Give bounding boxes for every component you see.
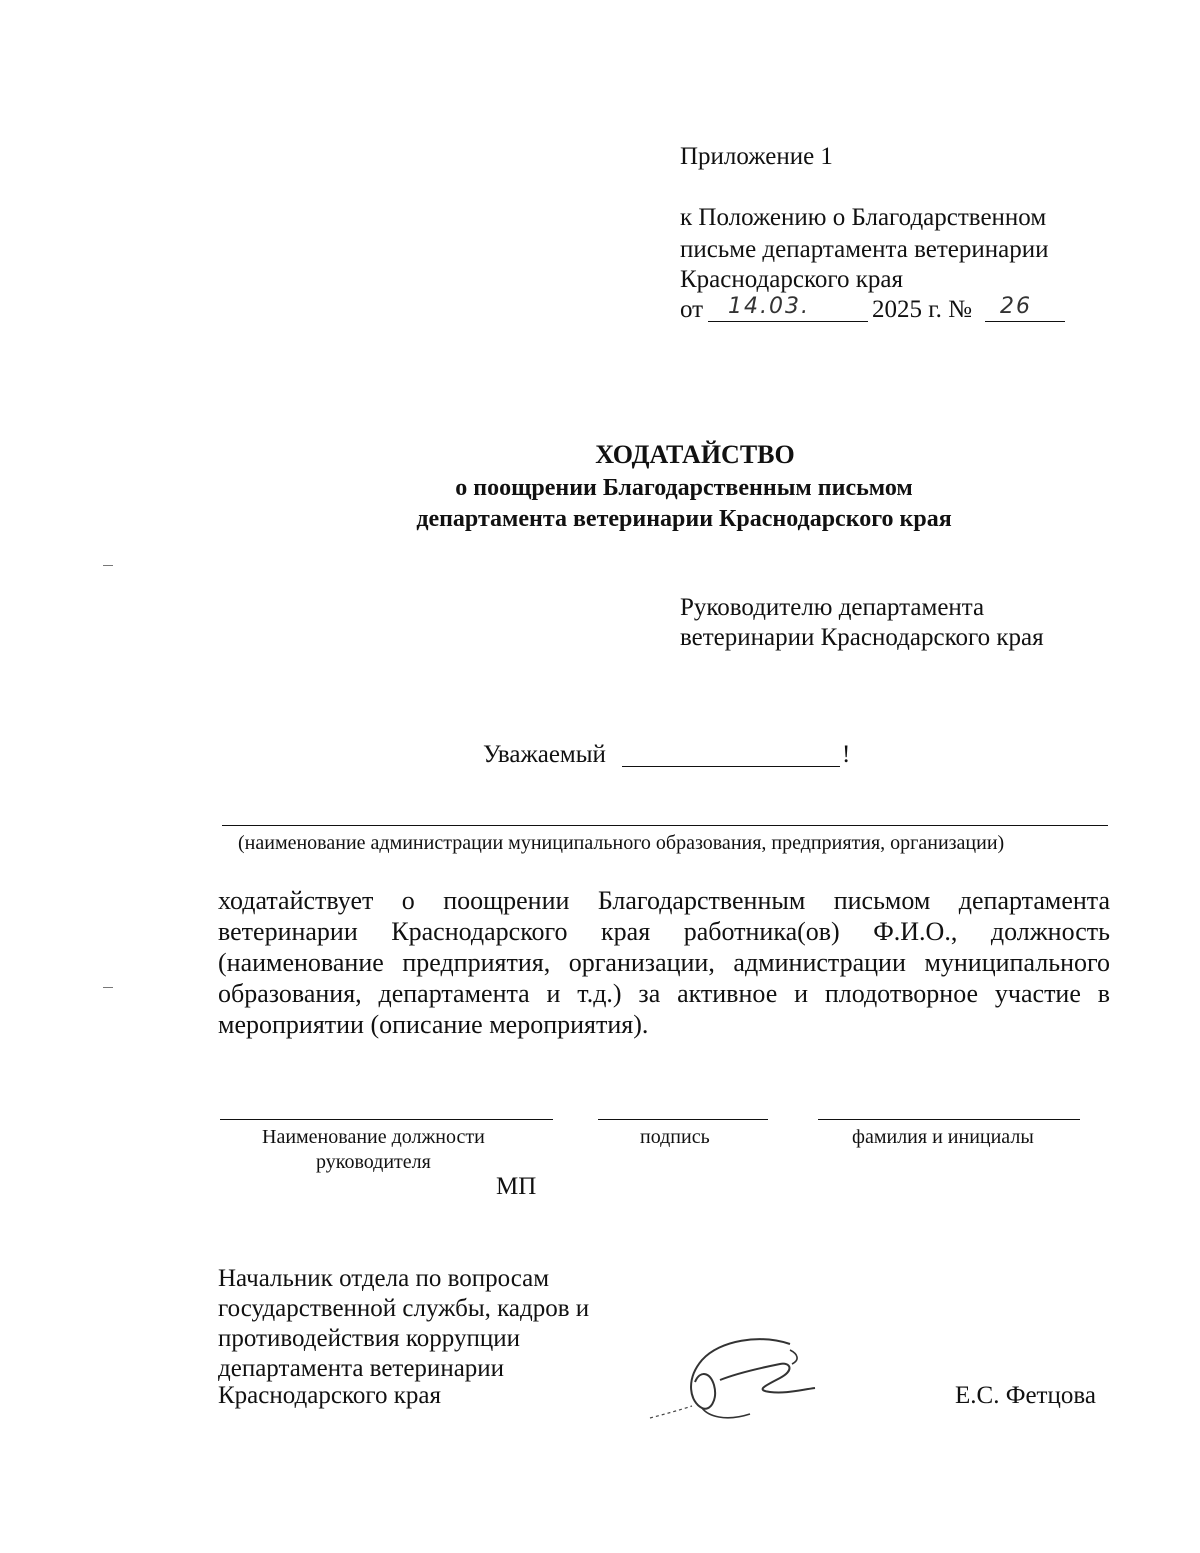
stamp-label: МП — [496, 1173, 537, 1200]
position-blank-line — [220, 1119, 553, 1120]
official-line-1: Начальник отдела по вопросам — [218, 1265, 550, 1292]
position-caption-2: руководителя — [316, 1151, 431, 1173]
document-subtitle-2: департамента ветеринарии Краснодарского края — [416, 506, 952, 532]
official-name: Е.С. Фетцова — [955, 1382, 1096, 1409]
official-line-2: государственной службы, кадров и — [218, 1295, 590, 1322]
organization-blank-line — [222, 825, 1108, 826]
number-handwritten: 26 — [1000, 294, 1032, 319]
addressee-line-2: ветеринарии Краснодарского края — [680, 624, 1044, 651]
document-title: ХОДАТАЙСТВО — [595, 440, 795, 469]
signature-blank-line — [598, 1119, 768, 1120]
appendix-line-2: письме департамента ветеринарии — [680, 236, 1049, 263]
date-underline — [708, 321, 868, 322]
handwritten-signature — [640, 1330, 840, 1430]
appendix-line-1: к Положению о Благодарственном — [680, 204, 1047, 231]
number-underline — [985, 321, 1065, 322]
name-caption: фамилия и инициалы — [852, 1126, 1034, 1148]
scan-speck — [103, 565, 113, 566]
official-line-3: противодействия коррупции — [218, 1325, 520, 1352]
signature-caption: подпись — [640, 1126, 710, 1148]
document-subtitle-1: о поощрении Благодарственным письмом — [455, 475, 913, 501]
greeting-name-blank — [622, 766, 840, 767]
appendix-title: Приложение 1 — [680, 143, 833, 170]
official-line-4: департамента ветеринарии — [218, 1355, 505, 1382]
position-caption-1: Наименование должности — [262, 1126, 485, 1148]
date-handwritten: 14.03. — [728, 294, 810, 319]
greeting-word: Уважаемый — [483, 741, 606, 768]
petition-body: ходатайствует о поощрении Благодарственным письмом департамента ветеринарии Краснодарского края работника(ов) Ф.И.О., должность (наименование предприятия, организации, администрации муниципального образования, департамента и т.д.) за активное и плодотворное участие в мероприятии (описание мероприятия). — [218, 886, 1110, 1039]
name-blank-line — [818, 1119, 1080, 1120]
organization-caption: (наименование администрации муниципального образования, предприятия, организации) — [238, 832, 1005, 854]
addressee-line-1: Руководителю департамента — [680, 594, 985, 621]
year-number-label: 2025 г. № — [872, 296, 973, 323]
date-prefix: от — [680, 296, 704, 323]
official-line-5: Краснодарского края — [218, 1382, 441, 1409]
appendix-line-3: Краснодарского края — [680, 266, 903, 293]
greeting-exclamation: ! — [842, 741, 851, 768]
scan-speck — [103, 987, 113, 988]
